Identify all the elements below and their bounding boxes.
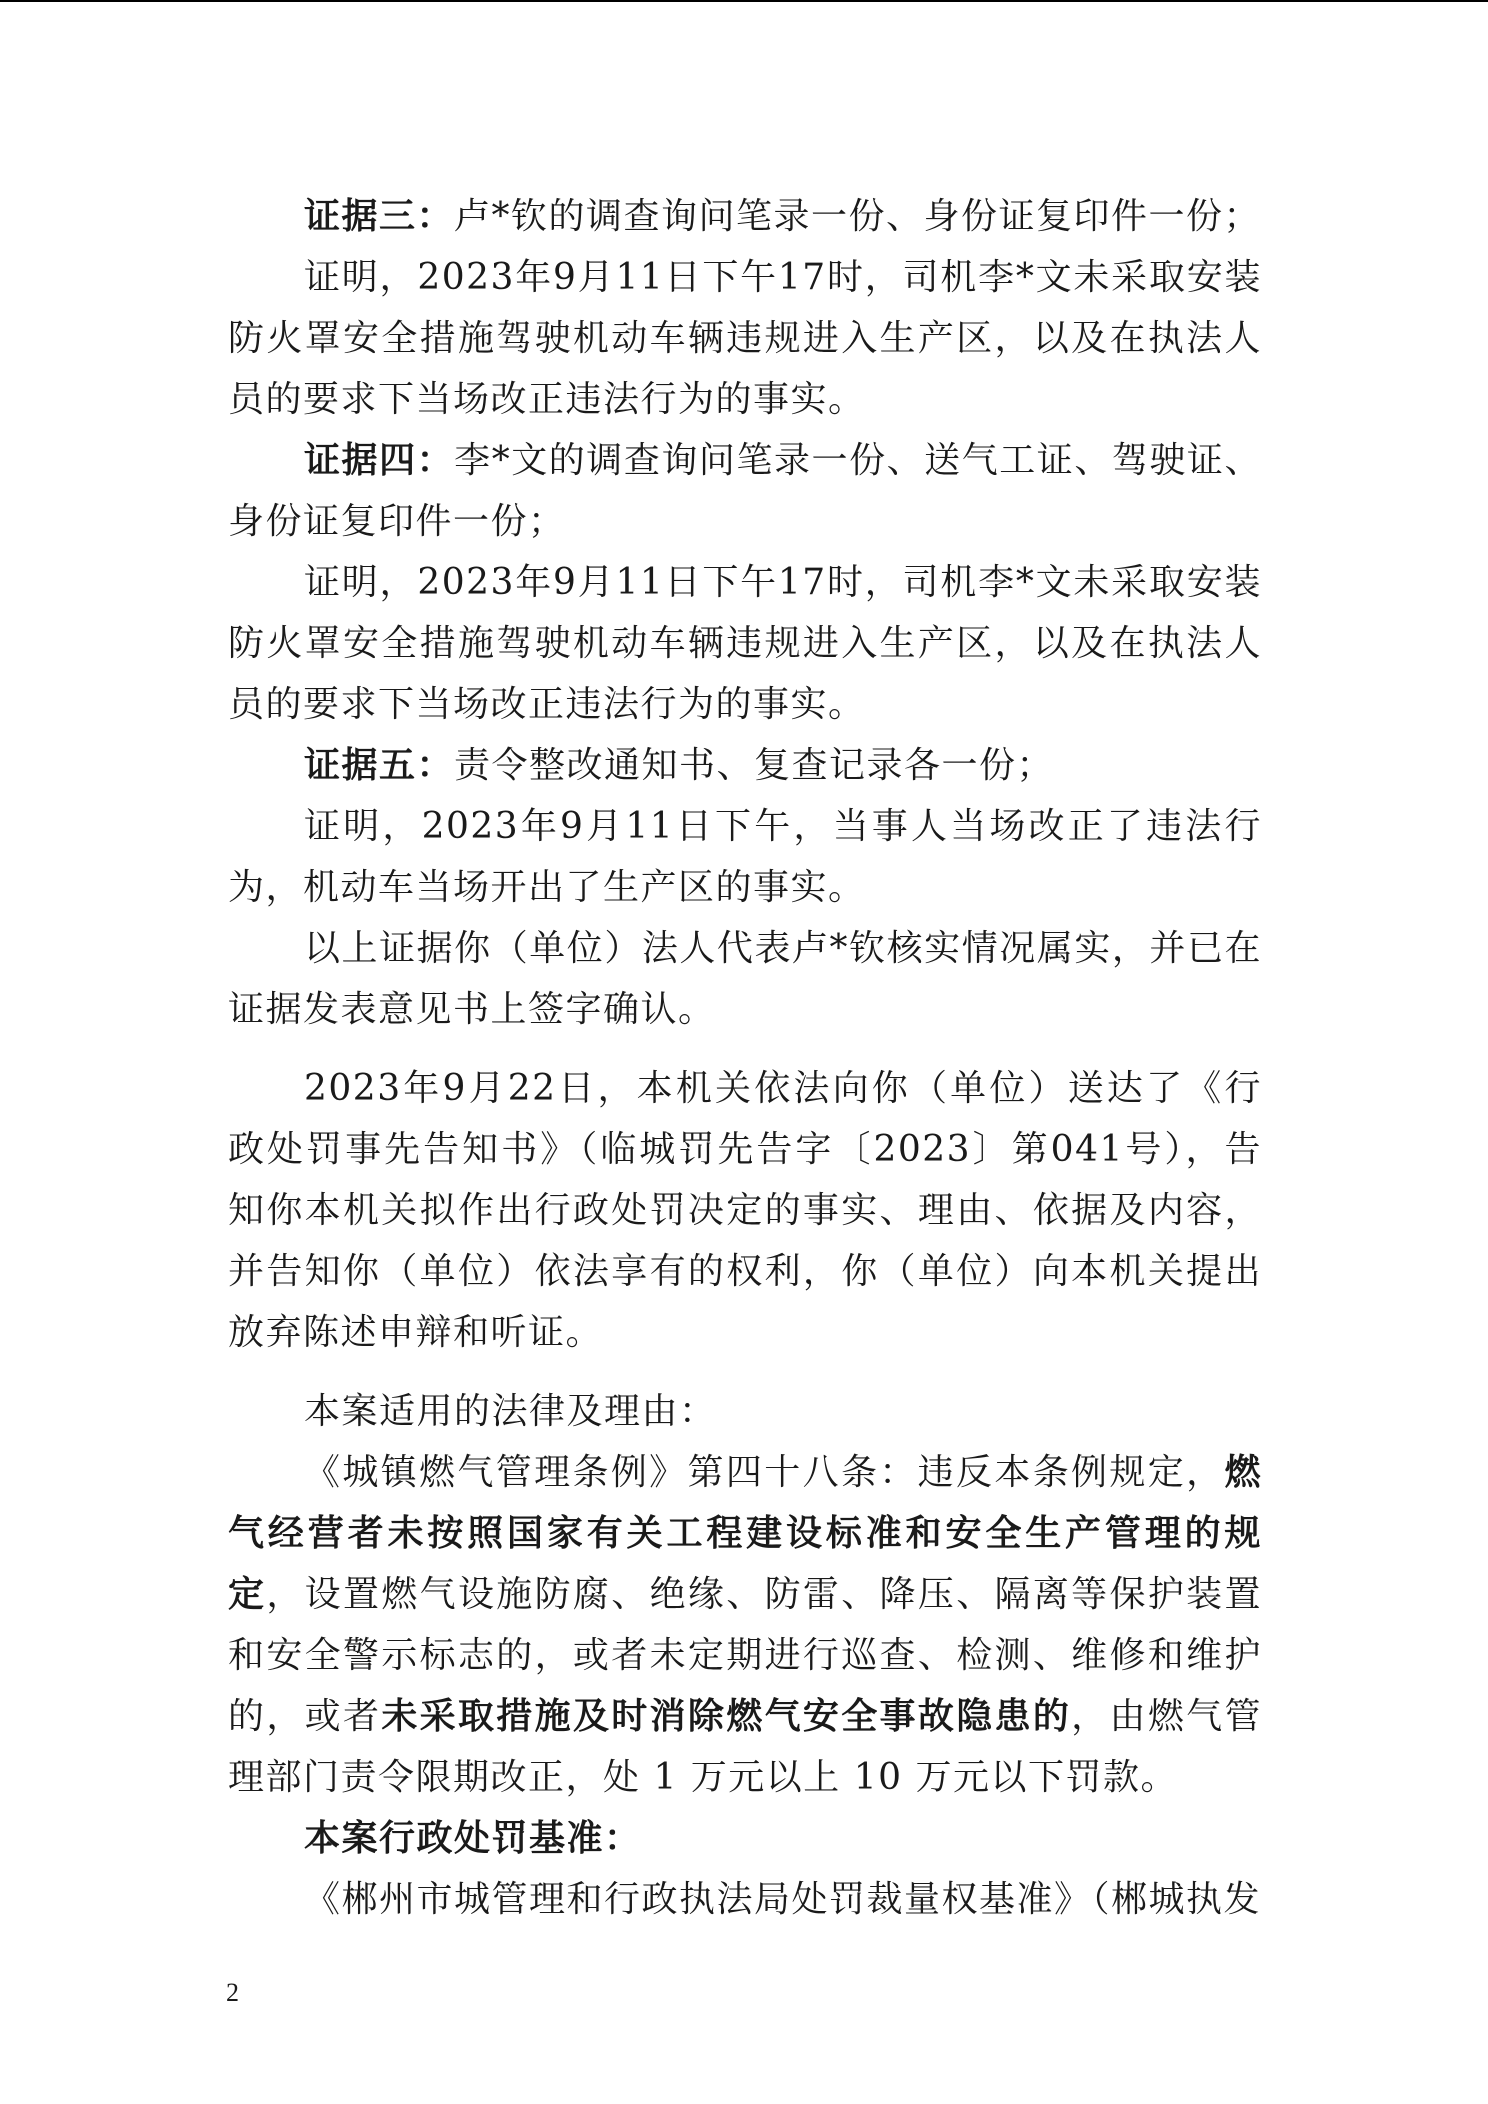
evidence-5 xyxy=(228,735,1262,796)
law-heading: 本案适用的法律及理由： xyxy=(304,1391,717,1432)
evidence-3-text: 卢*钦的调查询问笔录一份、身份证复印件一份； xyxy=(454,196,1262,237)
penalty-basis-heading: 本案行政处罚基准： xyxy=(304,1817,642,1859)
evidence-4-text: 李*文的调查询问笔录一份、送气工证、驾驶证、身份证复印件一份； xyxy=(228,440,1262,542)
evidence-4 xyxy=(228,430,1262,552)
evidence-5-label: 证据五： xyxy=(304,744,455,786)
penalty-basis-text: 《郴州市城管理和行政执法局处罚裁量权基准》（郴城执发 xyxy=(304,1879,1262,1920)
law-part-3: ，由燃气管理部门责令限期改正，处 1 万元以上 10 万元以下罚款。 xyxy=(228,1696,1262,1798)
evidence-5-proof: 证明，2023年9月11日下午，当事人当场改正了违法行为，机动车当场开出了生产区的事实。 xyxy=(228,806,1262,908)
evidence-confirmation: 以上证据你（单位）法人代表卢*钦核实情况属实，并已在证据发表意见书上签字确认。 xyxy=(228,928,1262,1030)
spacer xyxy=(228,1040,1262,1058)
evidence-5-text: 责令整改通知书、复查记录各一份； xyxy=(454,745,1055,786)
law-part-2: ，设置燃气设施防腐、绝缘、防雷、降压、隔离等保护装置和安全警示标志的，或者未定期进行巡查、检测、维修和维护的，或者 xyxy=(228,1574,1262,1737)
evidence-4-proof: 证明，2023年9月11日下午17时，司机李*文未采取安装防火罩安全措施驾驶机动车辆违规进入生产区，以及在执法人员的要求下当场改正违法行为的事实。 xyxy=(228,562,1262,725)
evidence-3 xyxy=(228,186,1262,247)
evidence-4-label: 证据四： xyxy=(304,439,455,481)
page-top-border xyxy=(0,0,1488,2)
law-part-1: 《城镇燃气管理条例》第四十八条：违反本条例规定， xyxy=(304,1452,1225,1493)
notice-paragraph: 2023年9月22日，本机关依法向你（单位）送达了《行政处罚事先告知书》（临城罚先告字〔2023〕第041号），告知你本机关拟作出行政处罚决定的事实、理由、依据及内容，并告知你（单位）依法享有的权利，你（单位）向本机关提出放弃陈述申辩和听证。 xyxy=(228,1068,1262,1353)
law-bold-1: 燃气经营者未按照国家有关工程建设标准和安全生产管理的规定 xyxy=(228,1451,1262,1615)
spacer xyxy=(228,1363,1262,1381)
page-number: 2 xyxy=(226,1978,239,2007)
evidence-3-proof: 证明，2023年9月11日下午17时，司机李*文未采取安装防火罩安全措施驾驶机动车辆违规进入生产区，以及在执法人员的要求下当场改正违法行为的事实。 xyxy=(228,257,1262,420)
evidence-3-label: 证据三： xyxy=(304,195,455,237)
law-paragraph xyxy=(228,1442,1262,1808)
document-body xyxy=(228,186,1262,1930)
law-bold-2: 未采取措施及时消除燃气安全事故隐患的 xyxy=(381,1695,1072,1737)
